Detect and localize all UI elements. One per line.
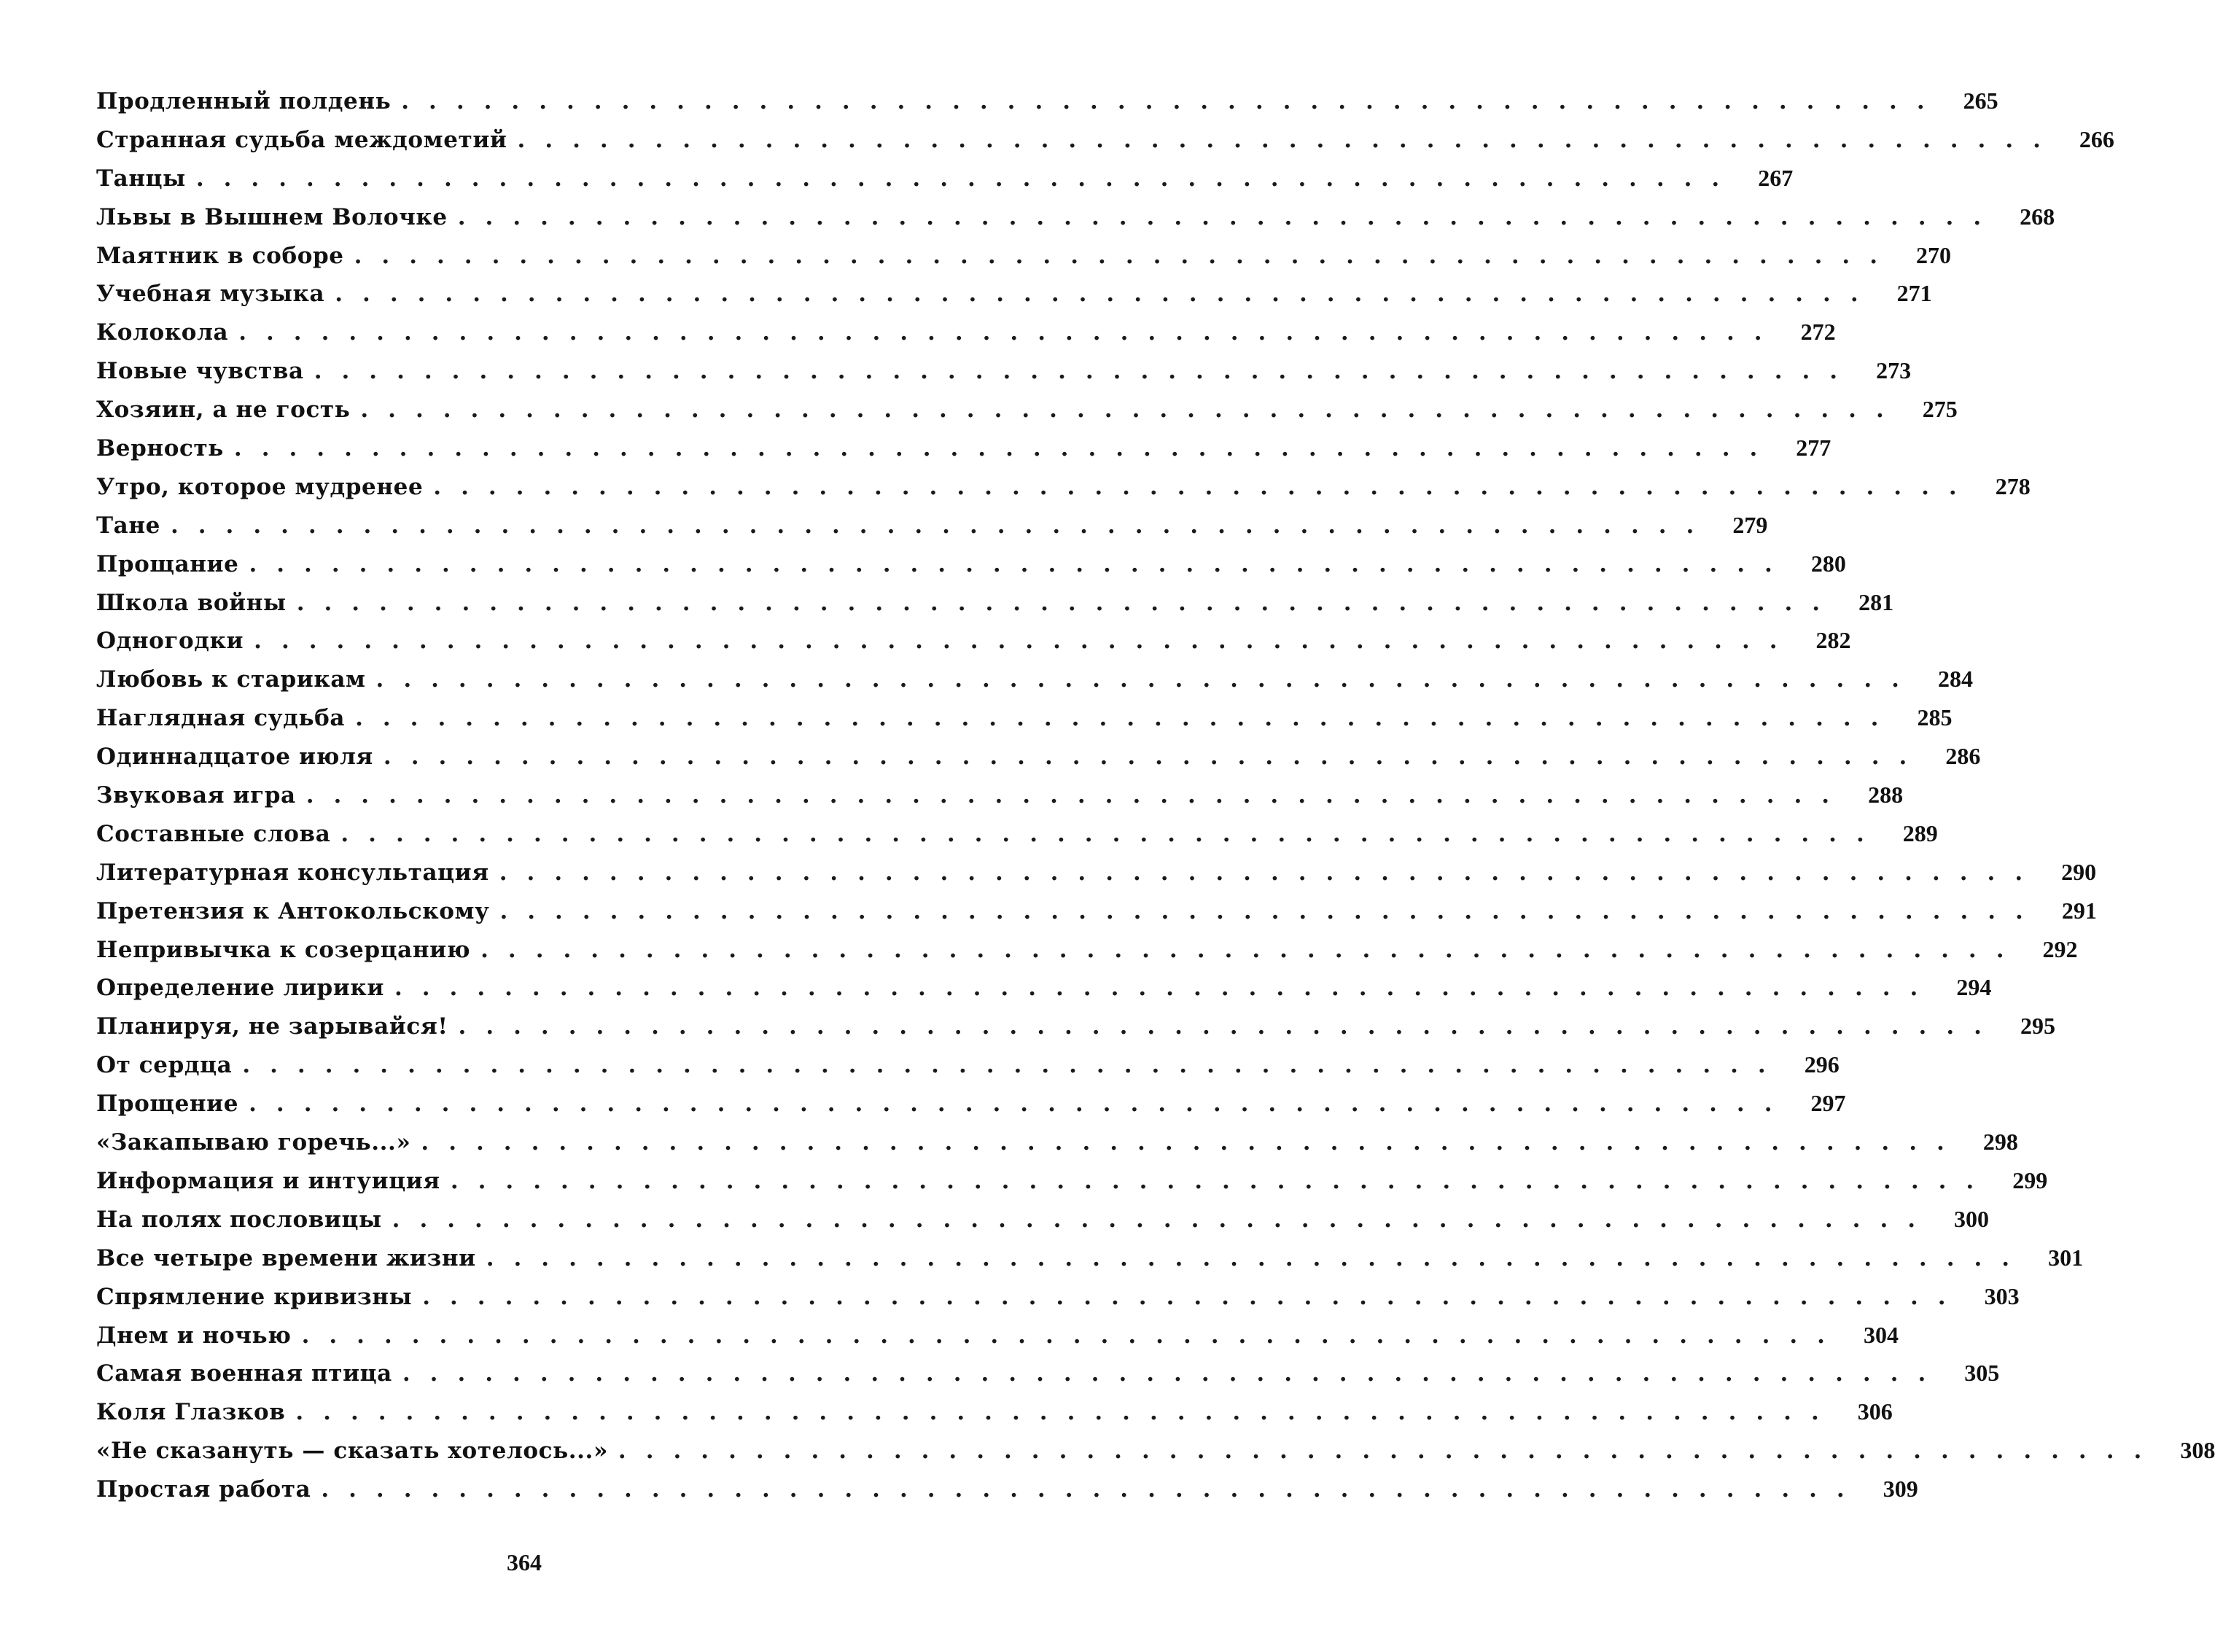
dot-leader: ........................................................: [402, 1360, 1946, 1387]
dot-leader: ........................................................: [296, 589, 1840, 616]
toc-entry-page: 285: [1917, 704, 1953, 731]
toc-entry: [96, 1123, 2018, 1161]
table-of-contents: [96, 82, 2215, 1508]
toc-entry: [96, 159, 1794, 198]
toc-entry-page: 301: [2048, 1244, 2084, 1271]
toc-entry-page: 266: [2079, 125, 2114, 152]
toc-entry: [96, 198, 2055, 236]
toc-entry-page: 284: [1937, 666, 1973, 693]
dot-leader: ........................................................: [242, 1052, 1786, 1079]
dot-leader: ........................................................: [383, 744, 1927, 771]
toc-entry-title: Звуковая игра: [96, 782, 296, 809]
dot-leader: ........................................................: [340, 820, 1884, 847]
toc-entry-title: Спрямление кривизны: [96, 1283, 413, 1310]
toc-entry-page: 271: [1896, 280, 1932, 307]
toc-entry-title: Странная судьба междометий: [96, 126, 507, 153]
toc-entry: [96, 698, 1953, 737]
dot-leader: ........................................................: [238, 319, 1782, 346]
dot-leader: ........................................................: [517, 126, 2060, 153]
toc-entry: [96, 351, 1912, 390]
toc-entry: [96, 930, 2078, 969]
toc-entry: [96, 120, 2114, 159]
dot-leader: ........................................................: [335, 281, 1878, 308]
toc-entry: [96, 583, 1894, 622]
toc-entry-title: Продленный полдень: [96, 88, 392, 114]
toc-entry: [96, 737, 1981, 776]
toc-entry-page: 279: [1732, 511, 1768, 538]
toc-entry: [96, 1470, 1918, 1508]
dot-leader: ........................................................: [354, 242, 1898, 269]
toc-entry-title: Тане: [96, 512, 160, 539]
toc-entry: [96, 506, 1768, 545]
toc-entry-title: Львы в Вышнем Волочке: [96, 203, 448, 230]
toc-entry-title: Простая работа: [96, 1476, 311, 1503]
toc-entry-page: 280: [1810, 550, 1846, 577]
toc-entry: [96, 545, 1846, 583]
toc-entry-title: Определение лирики: [96, 975, 384, 1002]
toc-entry-page: 291: [2061, 897, 2097, 924]
toc-entry: [96, 1045, 1840, 1084]
toc-entry-title: Все четыре времени жизни: [96, 1244, 476, 1271]
dot-leader: ........................................................: [360, 397, 1904, 424]
toc-entry-page: 289: [1902, 819, 1938, 846]
toc-entry-page: 275: [1922, 396, 1958, 423]
dot-leader: ........................................................: [499, 859, 2043, 886]
toc-entry: [96, 1084, 1846, 1123]
toc-entry-title: Утро, которое мудренее: [96, 473, 424, 500]
dot-leader: ........................................................: [401, 88, 1945, 114]
toc-entry-title: Коля Глазков: [96, 1399, 286, 1426]
toc-entry-page: 306: [1857, 1398, 1893, 1425]
toc-entry-page: 309: [1883, 1476, 1918, 1503]
toc-entry-page: 304: [1863, 1321, 1899, 1348]
toc-entry-page: 300: [1954, 1205, 1990, 1232]
toc-entry-title: Днем и ночью: [96, 1322, 292, 1349]
toc-entry-title: Наглядная судьба: [96, 705, 346, 732]
dot-leader: ........................................................: [321, 1476, 1864, 1503]
toc-entry: [96, 274, 1932, 313]
toc-entry-title: Прощание: [96, 550, 239, 577]
toc-entry-page: 296: [1804, 1051, 1840, 1078]
toc-entry: [96, 313, 1836, 351]
toc-entry: [96, 892, 2097, 930]
toc-entry-title: Танцы: [96, 165, 186, 192]
toc-entry-page: 290: [2061, 858, 2097, 885]
toc-entry-title: Одногодки: [96, 628, 244, 655]
page-number: 364: [507, 1549, 542, 1575]
toc-entry: [96, 1392, 1893, 1431]
toc-entry-page: 305: [1964, 1360, 2000, 1387]
toc-entry-page: 278: [1995, 472, 2031, 499]
toc-entry-page: 282: [1815, 627, 1851, 654]
toc-entry-page: 267: [1758, 164, 1794, 191]
toc-entry: [96, 467, 2031, 506]
dot-leader: ........................................................: [249, 550, 1792, 577]
toc-entry-title: Планируя, не зарывайся!: [96, 1013, 448, 1040]
toc-entry: [96, 82, 1998, 120]
toc-entry: [96, 660, 1973, 698]
dot-leader: ........................................................: [249, 1091, 1792, 1118]
toc-entry: [96, 814, 1938, 853]
toc-entry-page: 281: [1858, 588, 1894, 615]
toc-entry: [96, 621, 1851, 660]
toc-entry-title: От сердца: [96, 1052, 233, 1079]
toc-entry-page: 288: [1868, 782, 1904, 809]
toc-entry: [96, 1431, 2215, 1470]
dot-leader: ........................................................: [422, 1283, 1966, 1310]
toc-entry-page: 272: [1800, 319, 1836, 346]
toc-entry-page: 308: [2180, 1437, 2215, 1464]
toc-entry: [96, 1200, 1990, 1239]
toc-entry-page: 292: [2042, 935, 2078, 962]
toc-entry: [96, 390, 1958, 429]
toc-entry-page: 303: [1984, 1282, 2020, 1309]
toc-entry-title: Колокола: [96, 319, 229, 346]
dot-leader: ........................................................: [618, 1438, 2162, 1465]
toc-entry: [96, 776, 1904, 814]
toc-entry-title: Информация и интуиция: [96, 1167, 440, 1194]
toc-entry: [96, 1354, 2000, 1392]
toc-entry-title: Одиннадцатое июля: [96, 744, 373, 771]
dot-leader: ........................................................: [392, 1206, 1936, 1233]
toc-entry-title: Претензия к Антокольскому: [96, 897, 490, 924]
toc-entry-title: Новые чувства: [96, 358, 304, 385]
toc-entry-page: 268: [2020, 203, 2055, 230]
toc-entry-title: Маятник в соборе: [96, 242, 344, 269]
dot-leader: ........................................................: [394, 975, 1938, 1002]
toc-entry: [96, 1161, 2048, 1200]
toc-entry-title: На полях пословицы: [96, 1206, 382, 1233]
dot-leader: ........................................................: [314, 358, 1858, 385]
dot-leader: ........................................................: [301, 1322, 1845, 1349]
dot-leader: ........................................................: [457, 203, 2001, 230]
toc-entry-title: Самая военная птица: [96, 1360, 392, 1387]
dot-leader: ........................................................: [233, 435, 1778, 462]
dot-leader: ........................................................: [458, 1013, 2001, 1040]
toc-entry-title: «Не сказануть — сказать хотелось...»: [96, 1438, 608, 1465]
toc-entry-title: Верность: [96, 435, 224, 462]
dot-leader: ........................................................: [480, 936, 2024, 963]
toc-entry-title: Литературная консультация: [96, 859, 489, 886]
toc-entry-title: Прощение: [96, 1091, 239, 1118]
dot-leader: ........................................................: [499, 897, 2043, 924]
toc-entry: [96, 968, 1992, 1007]
dot-leader: ........................................................: [355, 705, 1899, 732]
dot-leader: ........................................................: [450, 1167, 1994, 1194]
toc-entry-page: 273: [1876, 357, 1912, 384]
toc-entry: [96, 1239, 2084, 1277]
dot-leader: ........................................................: [375, 666, 1919, 693]
dot-leader: ........................................................: [195, 165, 1740, 192]
toc-entry-page: 265: [1963, 87, 1998, 114]
toc-entry-title: Школа войны: [96, 589, 287, 616]
toc-entry: [96, 429, 1831, 467]
toc-entry: [96, 1007, 2055, 1045]
dot-leader: ........................................................: [170, 512, 1714, 539]
dot-leader: ........................................................: [486, 1244, 2030, 1271]
toc-entry-page: 298: [1982, 1129, 2018, 1156]
toc-entry-title: «Закапываю горечь...»: [96, 1129, 411, 1156]
toc-entry-page: 295: [2020, 1013, 2055, 1040]
toc-entry-title: Непривычка к созерцанию: [96, 936, 471, 963]
toc-entry: [96, 236, 1952, 275]
dot-leader: ........................................................: [433, 473, 1977, 500]
toc-entry: [96, 853, 2097, 892]
toc-entry-page: 299: [2012, 1166, 2048, 1193]
dot-leader: ........................................................: [254, 628, 1797, 655]
toc-entry-page: 270: [1916, 241, 1952, 268]
dot-leader: ........................................................: [421, 1129, 1964, 1156]
toc-entry-title: Учебная музыка: [96, 281, 325, 308]
toc-entry: [96, 1277, 2020, 1316]
toc-entry-title: Составные слова: [96, 820, 331, 847]
toc-entry-page: 297: [1810, 1090, 1846, 1117]
toc-entry-title: Любовь к старикам: [96, 666, 366, 693]
toc-entry-title: Хозяин, а не гость: [96, 397, 351, 424]
toc-entry-page: 277: [1796, 435, 1831, 461]
toc-entry-page: 286: [1945, 743, 1981, 770]
toc-entry: [96, 1316, 1899, 1355]
dot-leader: ........................................................: [295, 1399, 1839, 1426]
toc-entry-page: 294: [1956, 974, 1992, 1001]
dot-leader: ........................................................: [305, 782, 1850, 809]
